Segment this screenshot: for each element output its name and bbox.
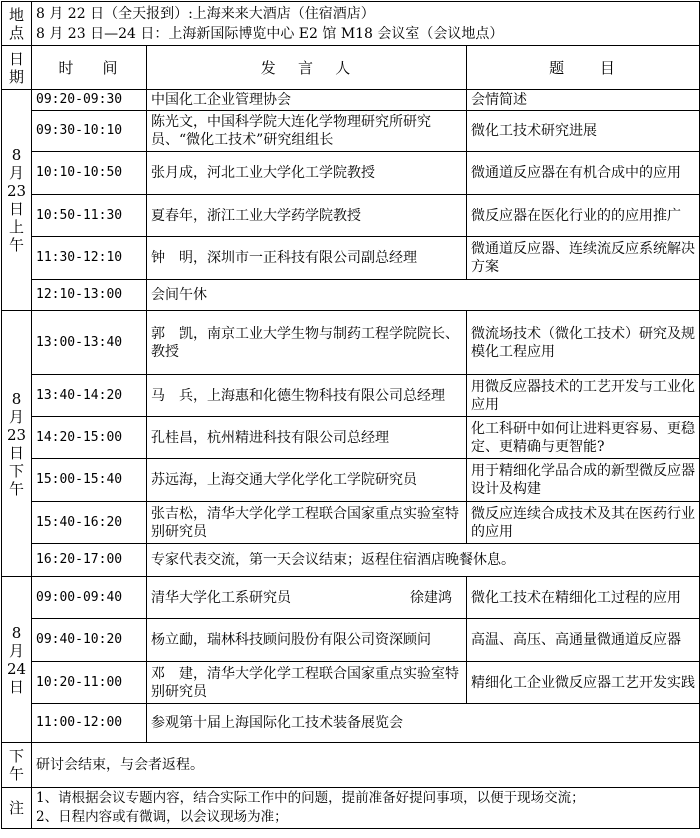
row-speaker: 参观第十届上海国际化工技术装备展览会	[147, 704, 700, 743]
row-time: 12:10-13:00	[32, 280, 147, 311]
row-speaker: 张吉松，清华大学化学工程联合国家重点实验室特别研究员	[147, 502, 467, 544]
row-time: 09:30-10:10	[32, 111, 147, 152]
table-row	[2, 577, 700, 619]
table-row	[2, 544, 700, 577]
afternoon-label: 下午	[2, 743, 32, 788]
afternoon-text: 研讨会结束，与会者返程。	[32, 743, 700, 788]
row-time: 13:00-13:40	[32, 311, 147, 375]
row-topic: 精细化工企业微反应器工艺开发实践	[467, 662, 700, 704]
row-time: 09:20-09:30	[32, 90, 147, 111]
row-topic: 微化工技术在精细化工过程的应用	[467, 577, 700, 619]
table-row	[2, 619, 700, 662]
row-speaker: 会间午休	[147, 280, 700, 311]
row-topic: 微通道反应器在有机合成中的应用	[467, 152, 700, 195]
table-row	[2, 417, 700, 459]
row-topic: 会情简述	[467, 90, 700, 111]
row-speaker: 陈光文，中国科学院大连化学物理研究所研究员、“微化工技术”研究组组长	[147, 111, 467, 152]
row-speaker: 郭 凯，南京工业大学生物与制药工程学院院长、教授	[147, 311, 467, 375]
header-speaker: 发 言 人	[147, 46, 467, 90]
row-speaker-name: 徐建鸿	[410, 589, 452, 606]
row-time: 10:50-11:30	[32, 195, 147, 237]
schedule-table	[1, 1, 700, 829]
table-row	[2, 90, 700, 111]
row-speaker: 张月成，河北工业大学化工学院教授	[147, 152, 467, 195]
table-row	[2, 152, 700, 195]
header-date: 日期	[2, 46, 32, 90]
row-topic: 化工科研中如何让进料更容易、更稳定、更精确与更智能?	[467, 417, 700, 459]
table-row	[2, 459, 700, 502]
row-speaker-line	[151, 589, 462, 607]
row-topic: 高温、高压、高通量微通道反应器	[467, 619, 700, 662]
row-time: 10:20-11:00	[32, 662, 147, 704]
row-topic: 用于精细化学品合成的新型微反应器设计及构建	[467, 459, 700, 502]
location-row	[2, 2, 700, 46]
row-time: 13:40-14:20	[32, 375, 147, 417]
table-row	[2, 311, 700, 375]
notes-row	[2, 788, 700, 829]
session-date-24: 8月24日	[2, 577, 32, 743]
table-row	[2, 195, 700, 237]
row-speaker: 邓 建，清华大学化学工程联合国家重点实验室特别研究员	[147, 662, 467, 704]
row-time: 16:20-17:00	[32, 544, 147, 577]
notes-label: 注	[2, 788, 32, 829]
note-line: 2、日程内容或有微调，以会议现场为准；	[36, 809, 288, 825]
row-speaker	[147, 577, 467, 619]
table-row	[2, 375, 700, 417]
row-time: 11:30-12:10	[32, 237, 147, 280]
header-time: 时 间	[32, 46, 147, 90]
row-time: 09:00-09:40	[32, 577, 147, 619]
row-time: 15:00-15:40	[32, 459, 147, 502]
session-date-pm: 8月23日下午	[2, 311, 32, 577]
row-speaker: 专家代表交流，第一天会议结束；返程住宿酒店晚餐休息。	[147, 544, 700, 577]
table-row	[2, 662, 700, 704]
row-speaker: 钟 明，深圳市一正科技有限公司副总经理	[147, 237, 467, 280]
row-speaker: 孔桂昌，杭州精进科技有限公司总经理	[147, 417, 467, 459]
row-speaker: 中国化工企业管理协会	[147, 90, 467, 111]
row-time: 09:40-10:20	[32, 619, 147, 662]
row-topic: 微通道反应器、连续流反应系统解决方案	[467, 237, 700, 280]
table-row	[2, 111, 700, 152]
afternoon-row	[2, 743, 700, 788]
row-time: 11:00-12:00	[32, 704, 147, 743]
notes-cell	[32, 788, 700, 829]
location-line-registration: 8 月 22 日（全天报到）:上海来来大酒店（住宿酒店）	[36, 5, 375, 22]
row-speaker: 夏春年，浙江工业大学药学院教授	[147, 195, 467, 237]
row-speaker-affiliation: 清华大学化工系研究员	[151, 589, 291, 606]
location-cell	[32, 2, 700, 46]
row-topic: 微反应器在医化行业的的应用推广	[467, 195, 700, 237]
session-date-am: 8月23日上午	[2, 90, 32, 311]
row-topic: 用微反应器技术的工艺开发与工业化应用	[467, 375, 700, 417]
row-topic: 微反应连续合成技术及其在医药行业的应用	[467, 502, 700, 544]
note-line: 1、请根据会议专题内容，结合实际工作中的问题，提前准备好提问事项，以便于现场交流；	[36, 790, 585, 806]
row-time: 15:40-16:20	[32, 502, 147, 544]
table-row	[2, 704, 700, 743]
table-row	[2, 502, 700, 544]
table-row	[2, 237, 700, 280]
row-speaker: 杨立勔，瑞林科技顾问股份有限公司资深顾问	[147, 619, 467, 662]
header-topic: 题 目	[467, 46, 700, 90]
location-label: 地点	[2, 2, 32, 46]
row-speaker: 苏远海，上海交通大学化学化工学院研究员	[147, 459, 467, 502]
row-time: 10:10-10:50	[32, 152, 147, 195]
location-line-venue: 8 月 23 日—24 日：上海新国际博览中心 E2 馆 M18 会议室（会议地点）	[36, 25, 504, 42]
row-speaker: 马 兵，上海惠和化德生物科技有限公司总经理	[147, 375, 467, 417]
table-row	[2, 280, 700, 311]
header-row	[2, 46, 700, 90]
row-topic: 微流场技术（微化工技术）研究及规模化工程应用	[467, 311, 700, 375]
row-topic: 微化工技术研究进展	[467, 111, 700, 152]
row-time: 14:20-15:00	[32, 417, 147, 459]
